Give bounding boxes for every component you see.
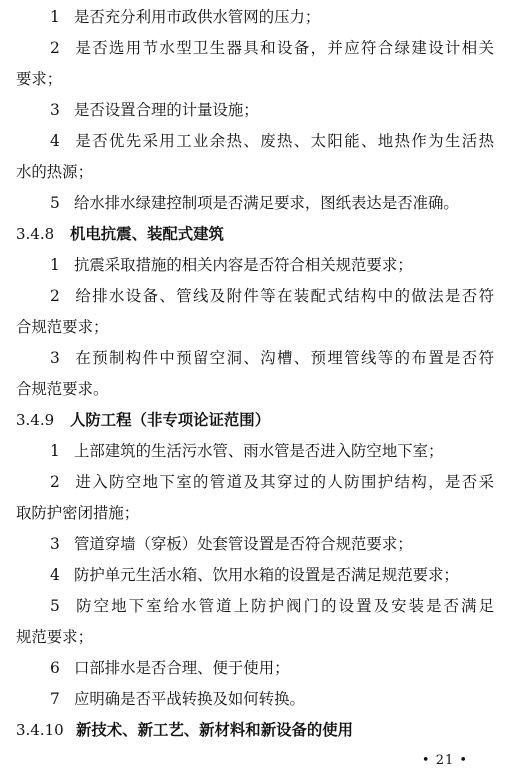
item-text: 管道穿墙（穿板）处套管设置是否符合规范要求； — [74, 535, 413, 553]
list-item — [16, 343, 494, 374]
list-item — [16, 560, 494, 591]
section-number: 3.4.10 — [16, 721, 64, 739]
section-heading — [16, 405, 494, 436]
item-number: 3 — [50, 349, 60, 367]
item-text: 上部建筑的生活污水管、雨水管是否进入防空地下室； — [74, 442, 444, 460]
item-text: 口部排水是否合理、便于使用； — [74, 659, 290, 677]
item-number: 4 — [50, 132, 60, 150]
list-item — [16, 126, 494, 157]
item-text: 应明确是否平战转换及如何转换。 — [74, 690, 305, 708]
item-text: 是否设置合理的计量设施； — [74, 101, 259, 119]
item-number: 5 — [50, 597, 60, 615]
item-number: 3 — [50, 101, 60, 119]
item-number: 2 — [50, 39, 60, 57]
item-continuation: 合规范要求； — [16, 318, 109, 336]
item-text: 给排水设备、管线及附件等在装配式结构中的做法是否符 — [74, 287, 494, 305]
item-number: 6 — [50, 659, 60, 677]
item-text: 在预制构件中预留空洞、沟槽、预埋管线等的布置是否符 — [74, 349, 494, 367]
item-text: 是否优先采用工业余热、废热、太阳能、地热作为生活热 — [74, 132, 494, 150]
item-text: 防空地下室给水管道上防护阀门的设置及安装是否满足 — [74, 597, 494, 615]
item-number: 2 — [50, 473, 60, 491]
item-continuation: 规范要求； — [16, 628, 93, 646]
item-number: 7 — [50, 690, 60, 708]
item-text: 是否选用节水型卫生器具和设备，并应符合绿建设计相关 — [74, 39, 494, 57]
list-item — [16, 2, 494, 33]
section-heading — [16, 219, 494, 250]
item-continuation: 合规范要求。 — [16, 380, 109, 398]
list-item — [16, 188, 494, 219]
item-text: 是否充分利用市政供水管网的压力； — [74, 8, 321, 26]
item-text: 给水排水绿建控制项是否满足要求，图纸表达是否准确。 — [74, 194, 459, 212]
item-text: 进入防空地下室的管道及其穿过的人防围护结构，是否采 — [74, 473, 494, 491]
list-item — [16, 467, 494, 498]
list-item — [16, 684, 494, 715]
section-title: 人防工程（非专项论证范围） — [70, 411, 271, 429]
list-item — [16, 95, 494, 126]
list-item — [16, 653, 494, 684]
section-title: 机电抗震、装配式建筑 — [70, 225, 224, 243]
page-number: • 21 • — [421, 753, 469, 768]
item-continuation: 水的热源； — [16, 163, 93, 181]
list-item — [16, 591, 494, 622]
section-heading — [16, 715, 494, 746]
item-number: 1 — [50, 256, 60, 274]
item-continuation: 取防护密闭措施； — [16, 504, 140, 522]
item-number: 4 — [50, 566, 60, 584]
list-item — [16, 529, 494, 560]
item-number: 2 — [50, 287, 60, 305]
section-number: 3.4.9 — [16, 411, 55, 429]
list-item — [16, 250, 494, 281]
list-item — [16, 281, 494, 312]
item-text: 抗震采取措施的相关内容是否符合相关规范要求； — [74, 256, 413, 274]
section-number: 3.4.8 — [16, 225, 55, 243]
list-item — [16, 436, 494, 467]
item-number: 3 — [50, 535, 60, 553]
item-text: 防护单元生活水箱、饮用水箱的设置是否满足规范要求； — [74, 566, 459, 584]
item-continuation: 要求； — [16, 70, 63, 88]
item-number: 5 — [50, 194, 60, 212]
item-number: 1 — [50, 8, 60, 26]
item-number: 1 — [50, 442, 60, 460]
section-title: 新技术、新工艺、新材料和新设备的使用 — [76, 721, 354, 739]
list-item — [16, 33, 494, 64]
